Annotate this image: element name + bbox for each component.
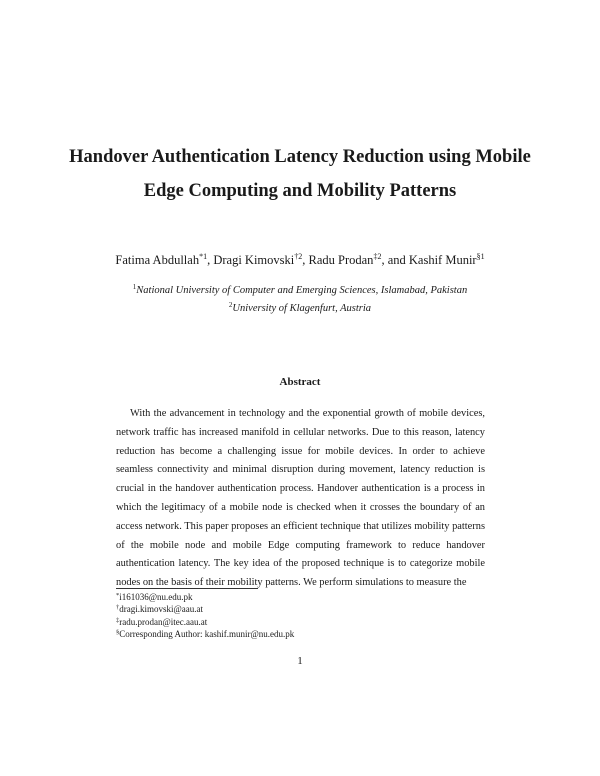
author-name: Dragi Kimovski (213, 253, 295, 267)
affiliation (40, 302, 560, 316)
footnote (116, 616, 496, 628)
author-name: Fatima Abdullah (115, 253, 200, 267)
author-name: Kashif Munir (408, 253, 477, 267)
affiliation-text: University of Klagenfurt, Austria (232, 303, 372, 314)
author-list (40, 252, 560, 268)
affiliation-mark: 2 (228, 301, 233, 309)
affiliation (40, 284, 560, 298)
author-separator: , (207, 253, 214, 267)
footnote-rule (116, 588, 258, 589)
footnote-text: radu.prodan@itec.aau.at (119, 616, 208, 627)
author-separator: , (302, 253, 309, 267)
footnote-mark: * (116, 592, 120, 599)
footnote-mark: † (116, 604, 120, 612)
footnote-mark: § (116, 629, 120, 637)
page-number: 1 (297, 655, 303, 667)
author-mark: ‡2 (373, 252, 382, 261)
author-mark: †2 (294, 252, 303, 261)
abstract-heading: Abstract (279, 376, 321, 388)
author-mark: *1 (199, 252, 208, 261)
author-mark: §1 (476, 252, 485, 261)
footnote-text: Corresponding Author: kashif.munir@nu.edu.pk (119, 629, 295, 640)
author-name: Radu Prodan (308, 253, 374, 267)
footnote-text: dragi.kimovski@aau.at (119, 604, 204, 615)
abstract-body: With the advancement in technology and the exponential growth of mobile devices, network traffic has increased manifold in cellular networks. Due to this reason, latency reduction has become a challenging issue for mobile devices. In order to achieve seamless connectivity and minimal disruption during movement, latency reduction is crucial in the handover authentication process. Handover authentication is a process in which the legitimacy of a mobile node is checked when it crosses the boundary of an access network. This paper proposes an efficient technique that utilizes mobility patterns of the mobile node and mobile Edge computing framework to reduce handover authentication latency. The key idea of the proposed technique is to categorize mobile nodes on the basis of their mobility patterns. We perform simulations to measure the (116, 408, 485, 589)
footnotes (116, 591, 496, 641)
paper-title: Handover Authentication Latency Reduction using Mobile Edge Computing and Mobility Patterns (69, 147, 531, 201)
affiliation-text: National University of Computer and Emerging Sciences, Islamabad, Pakistan (136, 285, 468, 296)
footnote (116, 591, 496, 603)
footnote-mark: ‡ (116, 616, 120, 624)
affiliation-mark: 1 (132, 283, 137, 291)
footnote (116, 628, 496, 640)
footnote (116, 603, 496, 615)
author-separator: , and (381, 253, 409, 267)
footnote-text: i161036@nu.edu.pk (119, 592, 193, 602)
